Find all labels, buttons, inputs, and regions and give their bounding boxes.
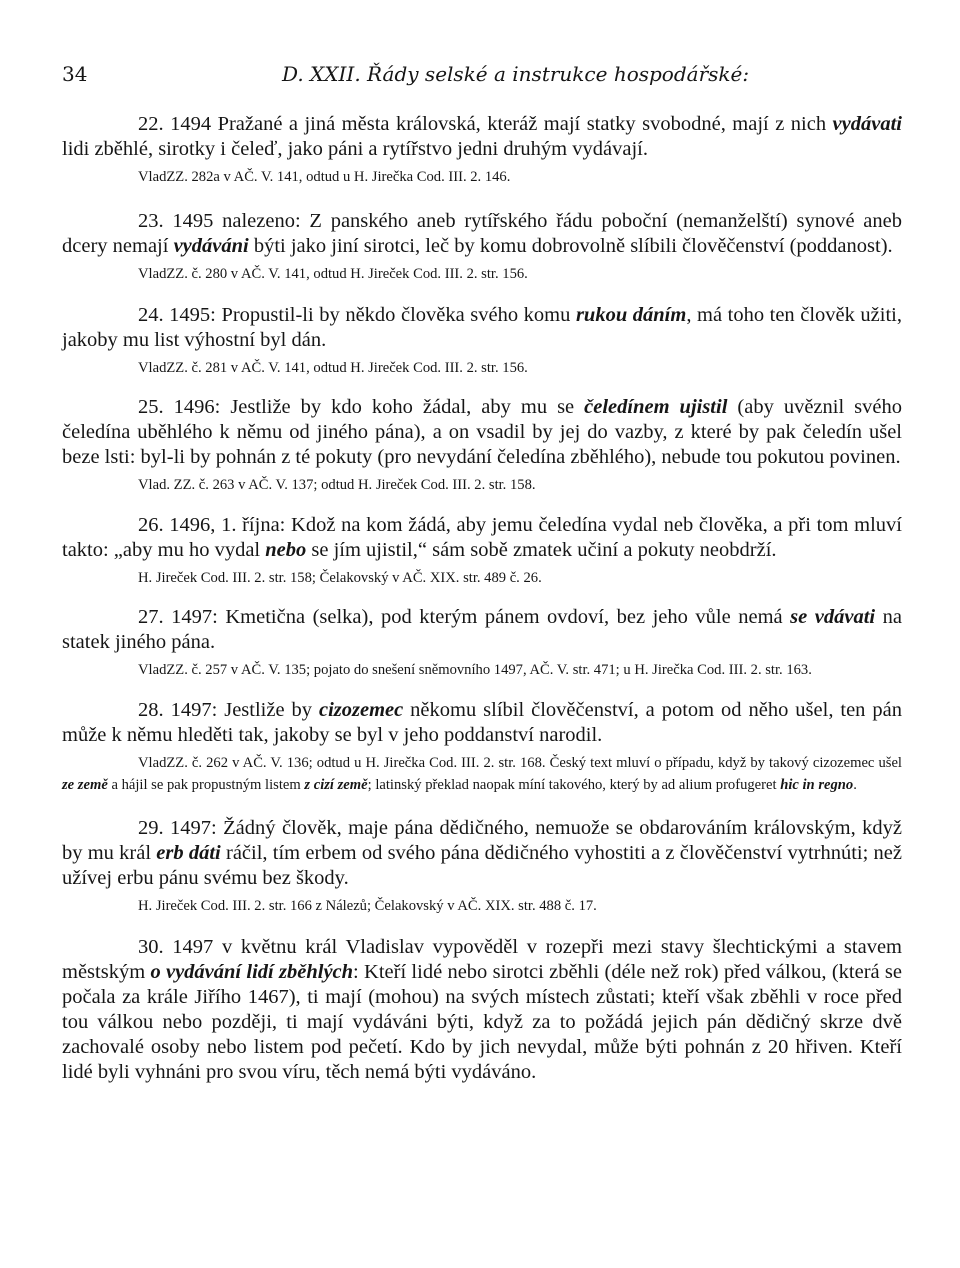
text-run: 29. 1497: Žádný člověk, maje pána dědičného, nemuože se obdarováním královským, když by mu král <box>62 817 902 864</box>
text-run: VladZZ. 282a v AČ. V. 141, odtud u H. Jirečka Cod. III. 2. 146. <box>138 169 511 185</box>
emphasized-term: o vydávání lidí zběhlých <box>150 961 354 983</box>
text-run: 27. 1497: Kmetična (selka), pod kterým pánem ovdoví, bez jeho vůle nemá <box>138 606 791 628</box>
text-run: ; latinský překlad naopak míní takového, který by ad alium profugeret <box>367 777 781 793</box>
entry-text <box>62 935 902 1085</box>
entry-text <box>62 112 902 162</box>
text-run: 30. 1497 v květnu král Vladislav vypověděl v rozepři mezi stavy šlechtickými a stavem městským <box>62 936 902 983</box>
text-run: . <box>853 777 857 793</box>
entry-25 <box>62 395 902 496</box>
emphasized-term: rukou dáním <box>575 304 687 326</box>
entry-text <box>62 395 902 470</box>
text-run: , má toho ten člověk užiti, jakoby mu list výhostní byl dán. <box>62 304 902 351</box>
entry-26 <box>62 513 902 589</box>
text-run: 23. 1495 nalezeno: Z panského aneb rytířského řádu poboční (nemanželští) synové aneb dcery nemají <box>62 210 902 257</box>
entry-24 <box>62 303 902 379</box>
text-run: 25. 1496: Jestliže by kdo koho žádal, aby mu se <box>138 396 585 418</box>
entry-28 <box>62 698 902 796</box>
text-run: VladZZ. č. 262 v AČ. V. 136; odtud u H. Jirečka Cod. III. 2. str. 168. Český text mluví o případu, když by takový cizozemec ušel <box>138 755 902 771</box>
text-run: ráčil, tím erbem od svého pána dědičného vyhostiti a z člověčenství vytrhnúti; než užívej erbu pánu svému bez škody. <box>62 842 902 889</box>
text-run: VladZZ. č. 280 v AČ. V. 141, odtud H. Jireček Cod. III. 2. str. 156. <box>138 266 528 282</box>
text-run: 26. 1496, 1. října: Kdož na kom žádá, aby jemu čeledína vydal neb člověka, a při tom mluví takto: „aby mu ho vydal <box>62 514 902 561</box>
entry-citation <box>62 263 902 285</box>
text-run: 24. 1495: Propustil-li by někdo člověka svého komu <box>138 304 576 326</box>
text-run: někomu slíbil člověčenství, a potom od něho ušel, ten pán může k němu hleděti tak, jakoby se byl v jeho poddanství narodil. <box>62 699 902 746</box>
entry-30 <box>62 935 902 1085</box>
emphasized-term: ze země <box>62 777 108 793</box>
text-run: a hájil se pak propustným listem <box>107 777 305 793</box>
emphasized-term: nebo <box>265 539 307 561</box>
entry-text <box>62 698 902 748</box>
entry-text <box>62 816 902 891</box>
text-run: VladZZ. č. 281 v AČ. V. 141, odtud H. Jireček Cod. III. 2. str. 156. <box>138 360 528 376</box>
text-run: H. Jireček Cod. III. 2. str. 166 z Nálezů; Čelakovský v AČ. XIX. str. 488 č. 17. <box>138 898 597 914</box>
text-run: (aby uvěznil svého čeledína uběhlého k němu od jiného pána), a on vsadil by jej do vazby, z které by pak čeledín ušel beze lsti: byl-li by pohnán z té pokuty (pro nevydání čeledína zběhlého), nebude tou pokutou povinen. <box>62 396 902 468</box>
text-run: býti jako jiní sirotci, leč by komu dobrovolně slíbili člověčenství (poddanost). <box>248 235 893 257</box>
emphasized-term: čeledínem ujistil <box>584 396 728 418</box>
text-run: 22. 1494 Pražané a jiná města královská, kteráž mají statky svobodné, mají z nich <box>138 113 833 135</box>
entry-29 <box>62 816 902 917</box>
text-run: 28. 1497: Jestliže by <box>138 699 319 721</box>
running-head: D. XXII. Řády selské a instrukce hospodářské: <box>282 62 750 86</box>
entry-text <box>62 605 902 655</box>
emphasized-term: z cizí země <box>304 777 368 793</box>
text-run: na statek jiného pána. <box>62 606 902 653</box>
entry-citation <box>62 752 902 796</box>
entry-23 <box>62 209 902 285</box>
entry-citation <box>62 567 902 589</box>
entry-citation <box>62 357 902 379</box>
text-run: H. Jireček Cod. III. 2. str. 158; Čelakovský v AČ. XIX. str. 489 č. 26. <box>138 570 542 586</box>
entry-citation <box>62 895 902 917</box>
emphasized-term: erb dáti <box>156 842 221 864</box>
emphasized-term: cizozemec <box>318 699 404 721</box>
page-number: 34 <box>62 62 88 86</box>
entry-citation <box>62 659 902 681</box>
text-run: lidi zběhlé, sirotky i čeleď, jako páni a rytířstvo jedni druhým vydávají. <box>62 138 648 160</box>
emphasized-term: vydávati <box>832 113 902 135</box>
text-run: : Kteří lidé nebo sirotci zběhli (déle než rok) před válkou, (která se počala za krále Jiřího 1467), ti mají (mohou) na svých místech zůstati; kteří však zběhli v roce před tou válkou nebo později, ti mají vydáváni býti, když za to požádá jejich pán dědičný skrze dvě zachovalé osoby nebo listem pod pečetí. Kdo by jich nevydal, může býti pohnán z 20 hřiven. Kteří lidé byli vyhnáni pro svou víru, těch nemá býti vydáváno. <box>62 961 902 1083</box>
emphasized-term: se vdávati <box>790 606 876 628</box>
entry-citation <box>62 474 902 496</box>
entry-22 <box>62 112 902 188</box>
entries <box>62 112 902 1085</box>
entry-text <box>62 513 902 563</box>
entry-text <box>62 303 902 353</box>
page-header <box>62 62 902 92</box>
emphasized-term: hic in regno <box>780 777 854 793</box>
emphasized-term: vydáváni <box>173 235 249 257</box>
entry-text <box>62 209 902 259</box>
entry-citation <box>62 166 902 188</box>
text-run: VladZZ. č. 257 v AČ. V. 135; pojato do snešení sněmovního 1497, AČ. V. str. 471; u H. Jirečka Cod. III. 2. str. 163. <box>138 662 812 678</box>
text-run: se jím ujistil,“ sám sobě zmatek učiní a pokuty neobdrží. <box>306 539 777 561</box>
text-run: Vlad. ZZ. č. 263 v AČ. V. 137; odtud H. Jireček Cod. III. 2. str. 158. <box>138 477 536 493</box>
entry-27 <box>62 605 902 681</box>
